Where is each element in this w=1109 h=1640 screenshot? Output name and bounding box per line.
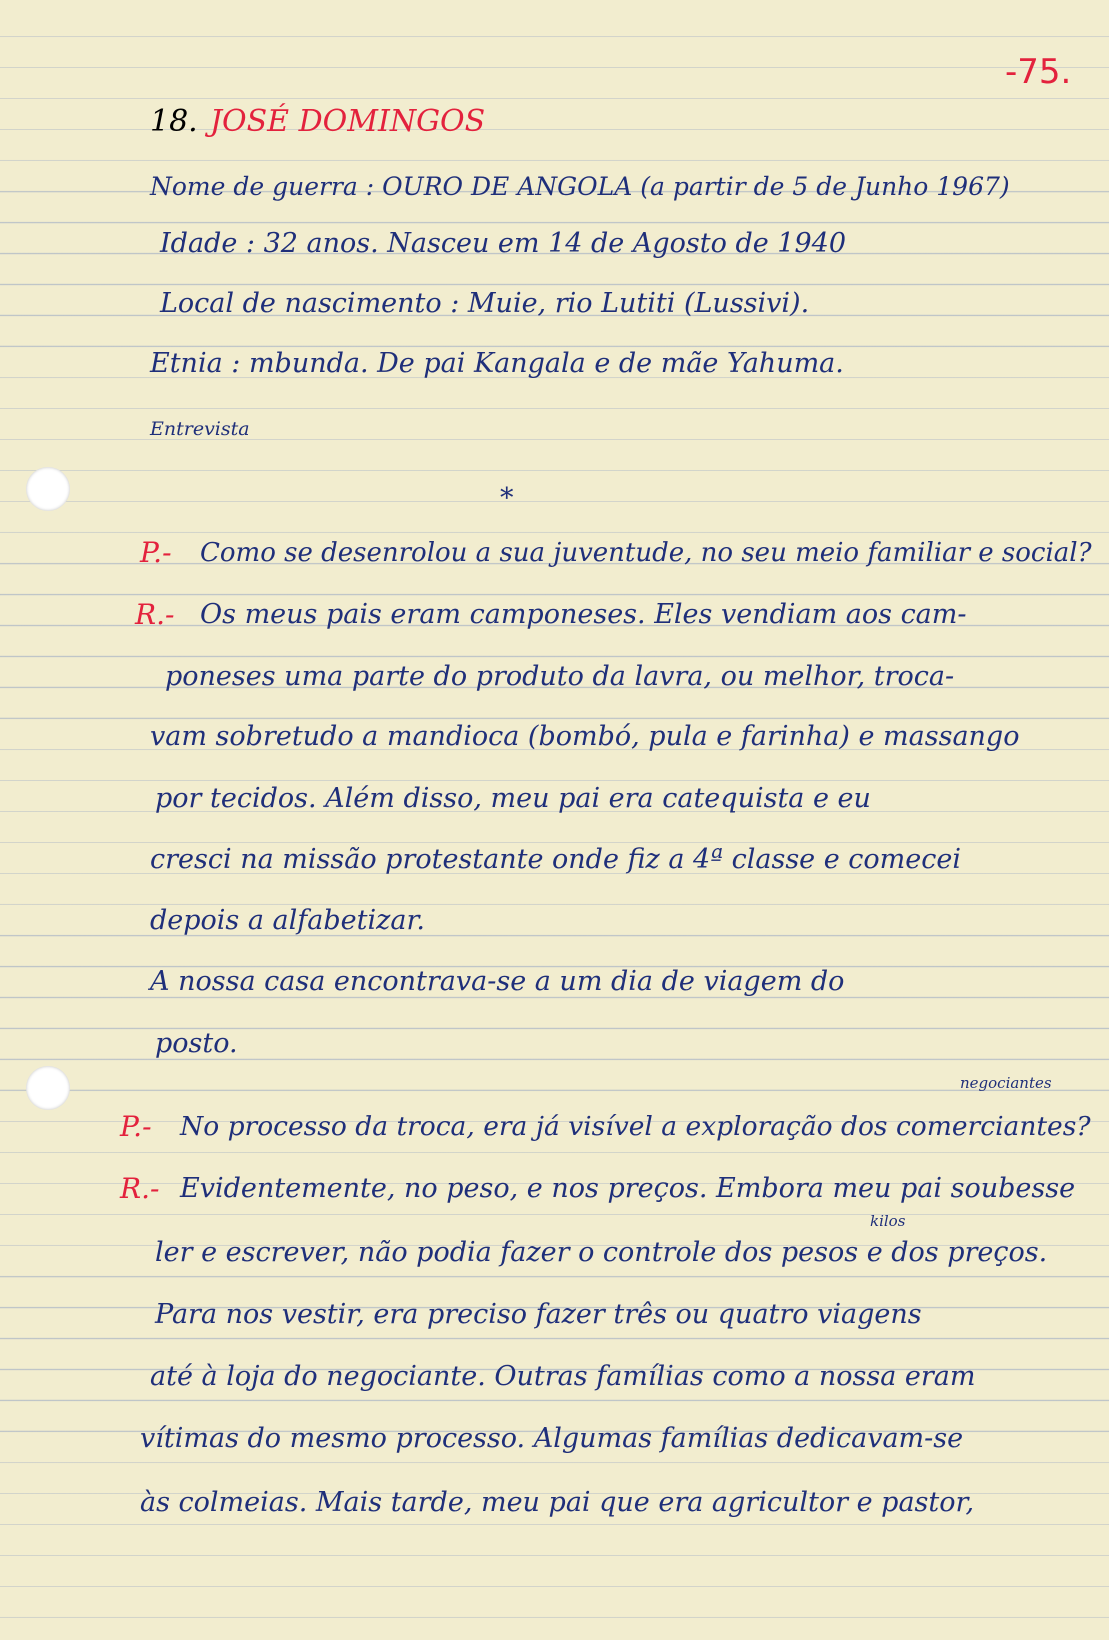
answer-line: vam sobretudo a mandioca (bombó, pula e farinha) e massango (150, 721, 1020, 752)
answer-line: cresci na missão protestante onde fiz a 4ª classe e comecei (150, 844, 961, 875)
answer-line: Os meus pais eram camponeses. Eles vendiam aos cam- (200, 599, 967, 630)
answer-line: ler e escrever, não podia fazer o controle dos pesos e dos preços. (155, 1237, 1048, 1268)
answer-line: até à loja do negociante. Outras famílias como a nossa eram (150, 1361, 976, 1392)
answer-line: Evidentemente, no peso, e nos preços. Embora meu pai soubesse (180, 1173, 1076, 1204)
heading-name: JOSÉ DOMINGOS (210, 104, 486, 139)
binder-hole (26, 467, 70, 511)
heading-number: 18. (150, 104, 198, 139)
answer-line: às colmeias. Mais tarde, meu pai que era agricultor e pastor, (140, 1487, 975, 1518)
answer-marker: R.- (135, 598, 175, 631)
answer-line: por tecidos. Além disso, meu pai era catequista e eu (155, 783, 871, 814)
answer-marker: R.- (120, 1172, 160, 1205)
answer-line: depois a alfabetizar. (150, 905, 425, 936)
page-number: -75. (1005, 52, 1072, 92)
info-entrevista: Entrevista (150, 418, 250, 440)
separator-asterisk: * (500, 483, 514, 514)
answer-correction: kilos (870, 1212, 906, 1230)
info-etnia: Etnia : mbunda. De pai Kangala e de mãe Yahuma. (150, 348, 844, 379)
info-local: Local de nascimento : Muie, rio Lutiti (Lussivi). (160, 288, 810, 319)
answer-line: A nossa casa encontrava-se a um dia de viagem do (150, 966, 845, 997)
answer-line: poneses uma parte do produto da lavra, ou melhor, troca- (165, 661, 955, 692)
info-nome-de-guerra: Nome de guerra : OURO DE ANGOLA (a partir de 5 de Junho 1967) (150, 172, 1010, 201)
question-correction: negociantes (960, 1074, 1052, 1092)
question-marker: P.- (140, 536, 172, 569)
question-text: Como se desenrolou a sua juventude, no seu meio familiar e social? (200, 538, 1092, 568)
info-idade: Idade : 32 anos. Nasceu em 14 de Agosto de 1940 (160, 228, 847, 259)
binder-hole (26, 1066, 70, 1110)
answer-line: posto. (155, 1028, 238, 1059)
question-marker: P.- (120, 1110, 152, 1143)
answer-line: Para nos vestir, era preciso fazer três ou quatro viagens (155, 1299, 922, 1330)
answer-line: vítimas do mesmo processo. Algumas famílias dedicavam-se (140, 1423, 964, 1454)
question-text: No processo da troca, era já visível a exploração dos comerciantes? (180, 1111, 1091, 1142)
